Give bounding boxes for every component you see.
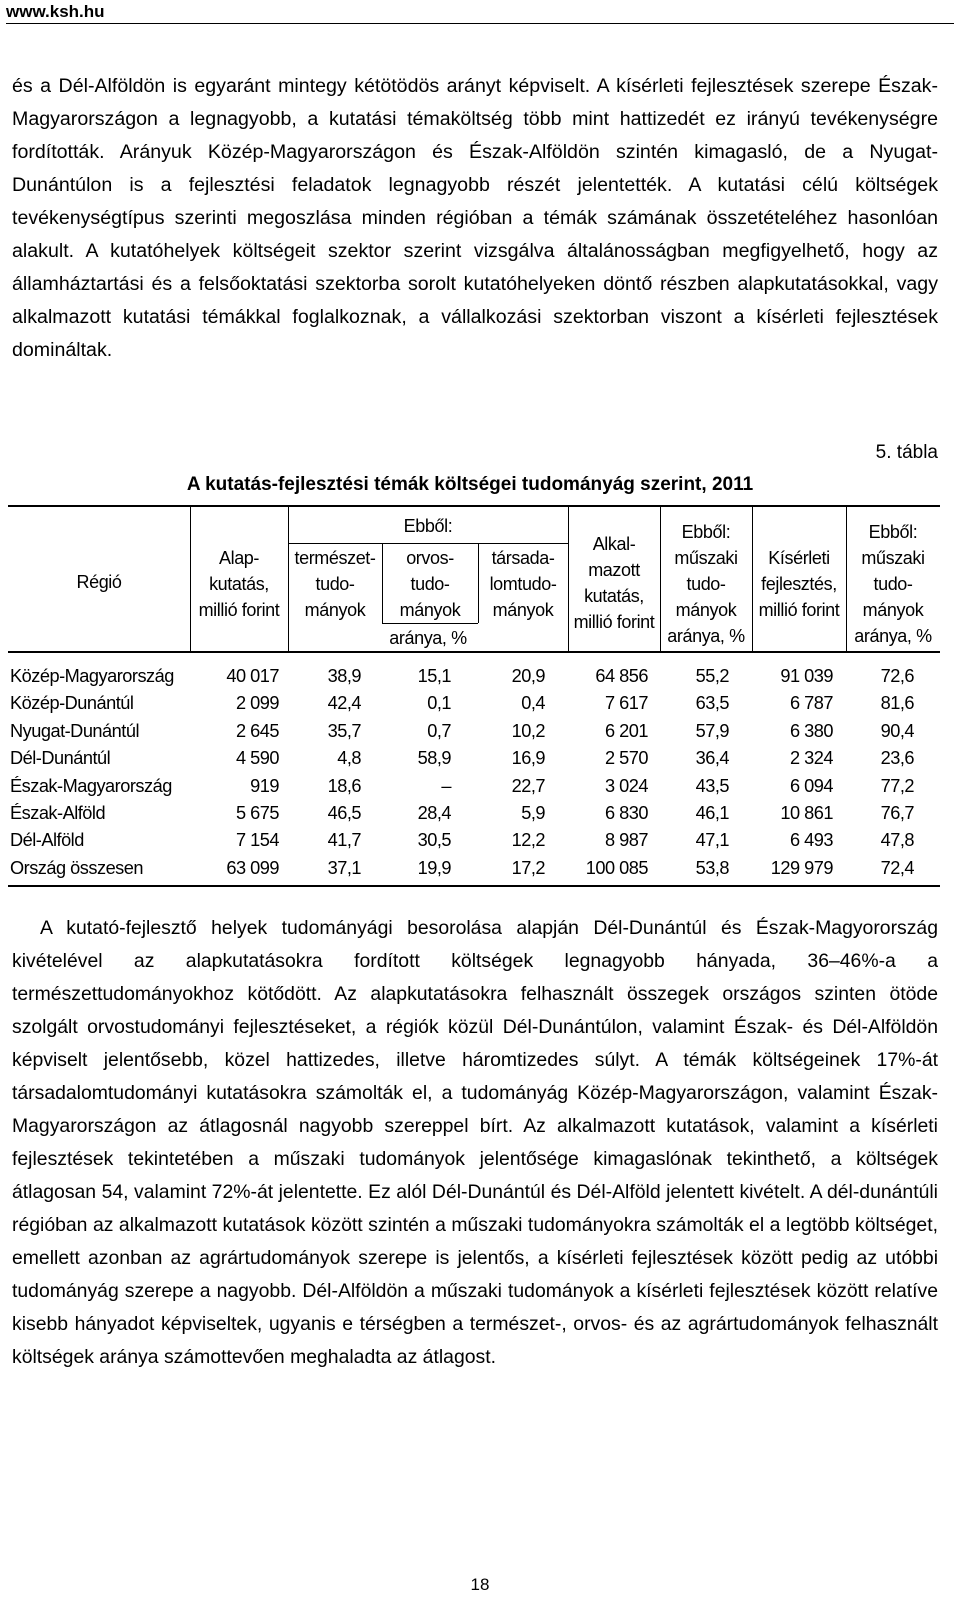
cell-alap: 2 645: [235, 720, 279, 741]
cell-tarsadalom: 17,2: [511, 857, 545, 878]
cell-muszaki1: 43,5: [695, 775, 729, 796]
cell-orvos: –: [441, 775, 451, 796]
header-line: fejlesztés,: [761, 574, 837, 594]
cell-muszaki2: 90,4: [880, 720, 914, 741]
cell-kiserleti: 91 039: [780, 666, 833, 686]
table-row: [8, 748, 940, 775]
cell-termeszet: 38,9: [327, 666, 361, 686]
aranya-overline: [382, 623, 478, 624]
table-header-bottom-rule: [8, 651, 940, 653]
cell-muszaki2: 77,2: [880, 775, 914, 796]
header-alkalmazott-kutatas: [568, 531, 660, 635]
cell-alkalmazott: 6 201: [604, 720, 648, 741]
cell-kiserleti: 2 324: [789, 748, 833, 769]
header-muszaki-tudomanyok-2: [846, 545, 940, 649]
header-line: természet-: [294, 548, 376, 568]
cell-alkalmazott: 7 617: [604, 693, 648, 714]
cell-orvos: 15,1: [417, 666, 451, 686]
cell-termeszet: 35,7: [327, 720, 361, 741]
table-row: [8, 721, 940, 748]
cell-orvos: 28,4: [417, 803, 451, 823]
header-line: tudo-: [873, 574, 913, 594]
cell-tarsadalom: 5,9: [521, 803, 545, 823]
cell-kiserleti: 129 979: [770, 857, 833, 878]
cell-muszaki1: 57,9: [695, 720, 729, 741]
header-line: tudo-: [315, 574, 355, 594]
header-aranya-1: aránya, %: [389, 628, 467, 648]
region-name: Dél-Dunántúl: [10, 748, 111, 769]
cell-muszaki2: 81,6: [880, 693, 914, 714]
cell-orvos: 0,7: [427, 720, 451, 741]
cell-tarsadalom: 16,9: [511, 748, 545, 769]
cell-muszaki1: 47,1: [695, 830, 729, 851]
header-ebbol-3: Ebből:: [868, 522, 918, 542]
header-line: mányok: [399, 600, 461, 620]
header-line: tudo-: [410, 574, 450, 594]
header-line: mazott: [588, 560, 640, 580]
cell-muszaki1: 46,1: [695, 803, 729, 823]
cell-tarsadalom: 0,4: [521, 693, 545, 714]
cell-muszaki2: 72,4: [880, 857, 914, 878]
header-line: mányok: [492, 600, 554, 620]
cell-muszaki1: 36,4: [695, 748, 729, 769]
header-line: millió forint: [758, 600, 840, 620]
cell-alkalmazott: 3 024: [604, 775, 648, 796]
header-line: mányok: [675, 600, 737, 620]
cell-alap: 63 099: [226, 857, 279, 878]
cell-alap: 40 017: [226, 666, 279, 686]
cell-muszaki1: 55,2: [695, 666, 729, 686]
table-row: [8, 666, 940, 693]
cell-alkalmazott: 2 570: [604, 748, 648, 769]
cell-alkalmazott: 100 085: [585, 857, 648, 878]
region-name: Nyugat-Dunántúl: [10, 720, 139, 741]
region-name: Észak-Magyarország: [10, 775, 172, 796]
header-line: millió forint: [198, 600, 280, 620]
header-line: Kísérleti: [768, 548, 830, 568]
header-ebbol-1: Ebből:: [403, 516, 453, 536]
header-line: millió forint: [573, 612, 655, 632]
table-row: [8, 858, 940, 885]
region-name: Dél-Alföld: [10, 830, 84, 851]
cell-termeszet: 37,1: [327, 857, 361, 878]
table-top-rule: [8, 505, 940, 507]
header-line: kutatás,: [584, 586, 644, 606]
header-line: Alkal-: [592, 534, 636, 554]
cell-orvos: 0,1: [427, 693, 451, 714]
header-ebbol-2: Ebből:: [681, 522, 731, 542]
data-table: [8, 505, 940, 886]
ebbol-underline: [288, 543, 568, 544]
header-line: lomtudo-: [489, 574, 557, 594]
cell-muszaki1: 53,8: [695, 857, 729, 878]
header-line: aránya, %: [854, 626, 932, 646]
header-region: Régió: [76, 572, 122, 592]
cell-orvos: 30,5: [417, 830, 451, 851]
cell-tarsadalom: 10,2: [511, 720, 545, 741]
cell-alap: 5 675: [235, 803, 279, 823]
cell-muszaki2: 47,8: [880, 830, 914, 851]
cell-kiserleti: 6 787: [789, 693, 833, 714]
cell-alap: 919: [250, 775, 279, 796]
region-name: Észak-Alföld: [10, 803, 106, 823]
page-number: 18: [470, 1575, 490, 1594]
cell-termeszet: 4,8: [337, 748, 361, 769]
header-line: mányok: [862, 600, 924, 620]
cell-alap: 4 590: [235, 748, 279, 769]
table-number: 5. tábla: [875, 442, 938, 463]
table-row: [8, 830, 940, 857]
header-orvostudomanyok: [382, 545, 478, 623]
cell-termeszet: 46,5: [327, 803, 361, 823]
cell-orvos: 58,9: [417, 748, 451, 769]
header-line: műszaki: [861, 548, 925, 568]
table-row: [8, 693, 940, 720]
cell-muszaki1: 63,5: [695, 693, 729, 714]
header-alapkutatas: [190, 545, 288, 623]
cell-alkalmazott: 64 856: [595, 666, 648, 686]
cell-muszaki2: 23,6: [880, 748, 914, 769]
cell-alkalmazott: 6 830: [604, 803, 648, 823]
cell-kiserleti: 6 493: [789, 830, 833, 851]
cell-alkalmazott: 8 987: [604, 830, 648, 851]
cell-termeszet: 41,7: [327, 830, 361, 851]
cell-alap: 7 154: [235, 830, 279, 851]
cell-kiserleti: 6 380: [789, 720, 833, 741]
cell-muszaki2: 76,7: [880, 803, 914, 823]
cell-kiserleti: 6 094: [789, 775, 833, 796]
cell-termeszet: 18,6: [327, 775, 361, 796]
cell-tarsadalom: 20,9: [511, 666, 545, 686]
body-paragraph-1: és a Dél-Alföldön is egyaránt mintegy kétötödös arányt képviselt. A kísérleti fejlesztések szerepe Észak-Magyarországon a legnagyobb, a kutatási témaköltség több mint hattizedét ez irányú tevékenységre fordították. Arányuk Közép-Magyarországon és Észak-Alföldön szintén kimagasló, de a Nyugat-Dunántúlon is a fejlesztési feladatok legnagyobb részét jelentették. A kutatási célú költségek tevékenységtípus szerinti megoszlása minden régióban a témák számának összetételéhez hasonlóan alakult. A kutatóhelyek költségeit szektor szerint vizsgálva általánosságban megfigyelhető, hogy az államháztartási és a felsőoktatási szektorba sorolt kutatóhelyeken döntő részben alapkutatásokkal, vagy alkalmazott kutatási témákkal foglalkoznak, a vállalkozási szektorban viszont a kísérleti fejlesztések domináltak.: [12, 75, 938, 361]
cell-tarsadalom: 22,7: [511, 775, 545, 796]
region-name: Közép-Dunántúl: [10, 693, 134, 714]
header-line: kutatás,: [209, 574, 269, 594]
cell-orvos: 19,9: [417, 857, 451, 878]
cell-muszaki2: 72,6: [880, 666, 914, 686]
region-name: Közép-Magyarország: [10, 666, 174, 686]
header-line: aránya, %: [667, 626, 745, 646]
header-kiserleti-fejlesztes: [752, 545, 846, 623]
header-divider: [6, 23, 954, 24]
table-row: [8, 776, 940, 803]
header-line: műszaki: [674, 548, 738, 568]
cell-alap: 2 099: [235, 693, 279, 714]
table-title: A kutatás-fejlesztési témák költségei tudományág szerint, 2011: [186, 474, 754, 495]
cell-termeszet: 42,4: [327, 693, 361, 714]
header-line: orvos-: [406, 548, 454, 568]
header-termeszettudomanyok: [288, 545, 382, 623]
region-name: Ország összesen: [10, 857, 144, 878]
table-bottom-rule: [8, 885, 940, 887]
site-url[interactable]: www.ksh.hu: [6, 2, 105, 21]
header-line: társada-: [491, 548, 555, 568]
header-line: Alap-: [218, 548, 260, 568]
table-row: [8, 803, 940, 830]
header-line: tudo-: [686, 574, 726, 594]
header-tarsadalomtudomanyok: [478, 545, 568, 623]
body-paragraph-2: A kutató-fejlesztő helyek tudományági besorolása alapján Dél-Dunántúl és Észak-Magyorország kivételével az alapkutatásokra fordított költségek legnagyobb hányada, 36–46%-a a természettudományokhoz kötődött. Az alapkutatásokra felhasznált összegek országos szinten ötöde szolgált orvostudományi fejlesztéseket, a régiók közül Dél-Dunántúlon, valamint Észak- és Dél-Alföldön képviselt jelentősebb, közel hattizedes, illetve háromtizedes súlyt. A témák költségeinek 17%-át társadalomtudományi kutatásokra számolták el, a tudományág Közép-Magyarországon, valamint Észak-Magyarországon az átlagosnál nagyobb szereppel bírt. Az alkalmazott kutatások, valamint a kísérleti fejlesztések tekintetében a műszaki tudományok jelentősége kimagaslónak tekinthető, a költségek átlagosan 54, valamint 72%-át jelentette. Ez alól Dél-Dunántúl és Dél-Alföld jelentett kivételt. A dél-dunántúli régióban az alkalmazott kutatások között szintén a műszaki tudományokra számolták el a legtöbb költséget, emellett azonban az agrártudományok szerepe is jelentős, a kísérleti fejlesztések között pedig az utóbbi tudományág szerepe a nagyobb. Dél-Alföldön a műszaki tudományok a kísérleti fejlesztések között relatíve kisebb hányadot képviseltek, ugyanis e térségben a természet-, orvos- és az agrártudományok felhasznált költségek aránya számottevően meghaladta az átlagost.: [12, 917, 938, 1368]
header-line: mányok: [304, 600, 366, 620]
header-muszaki-tudomanyok-1: [660, 545, 752, 649]
cell-kiserleti: 10 861: [780, 803, 833, 823]
cell-tarsadalom: 12,2: [511, 830, 545, 851]
